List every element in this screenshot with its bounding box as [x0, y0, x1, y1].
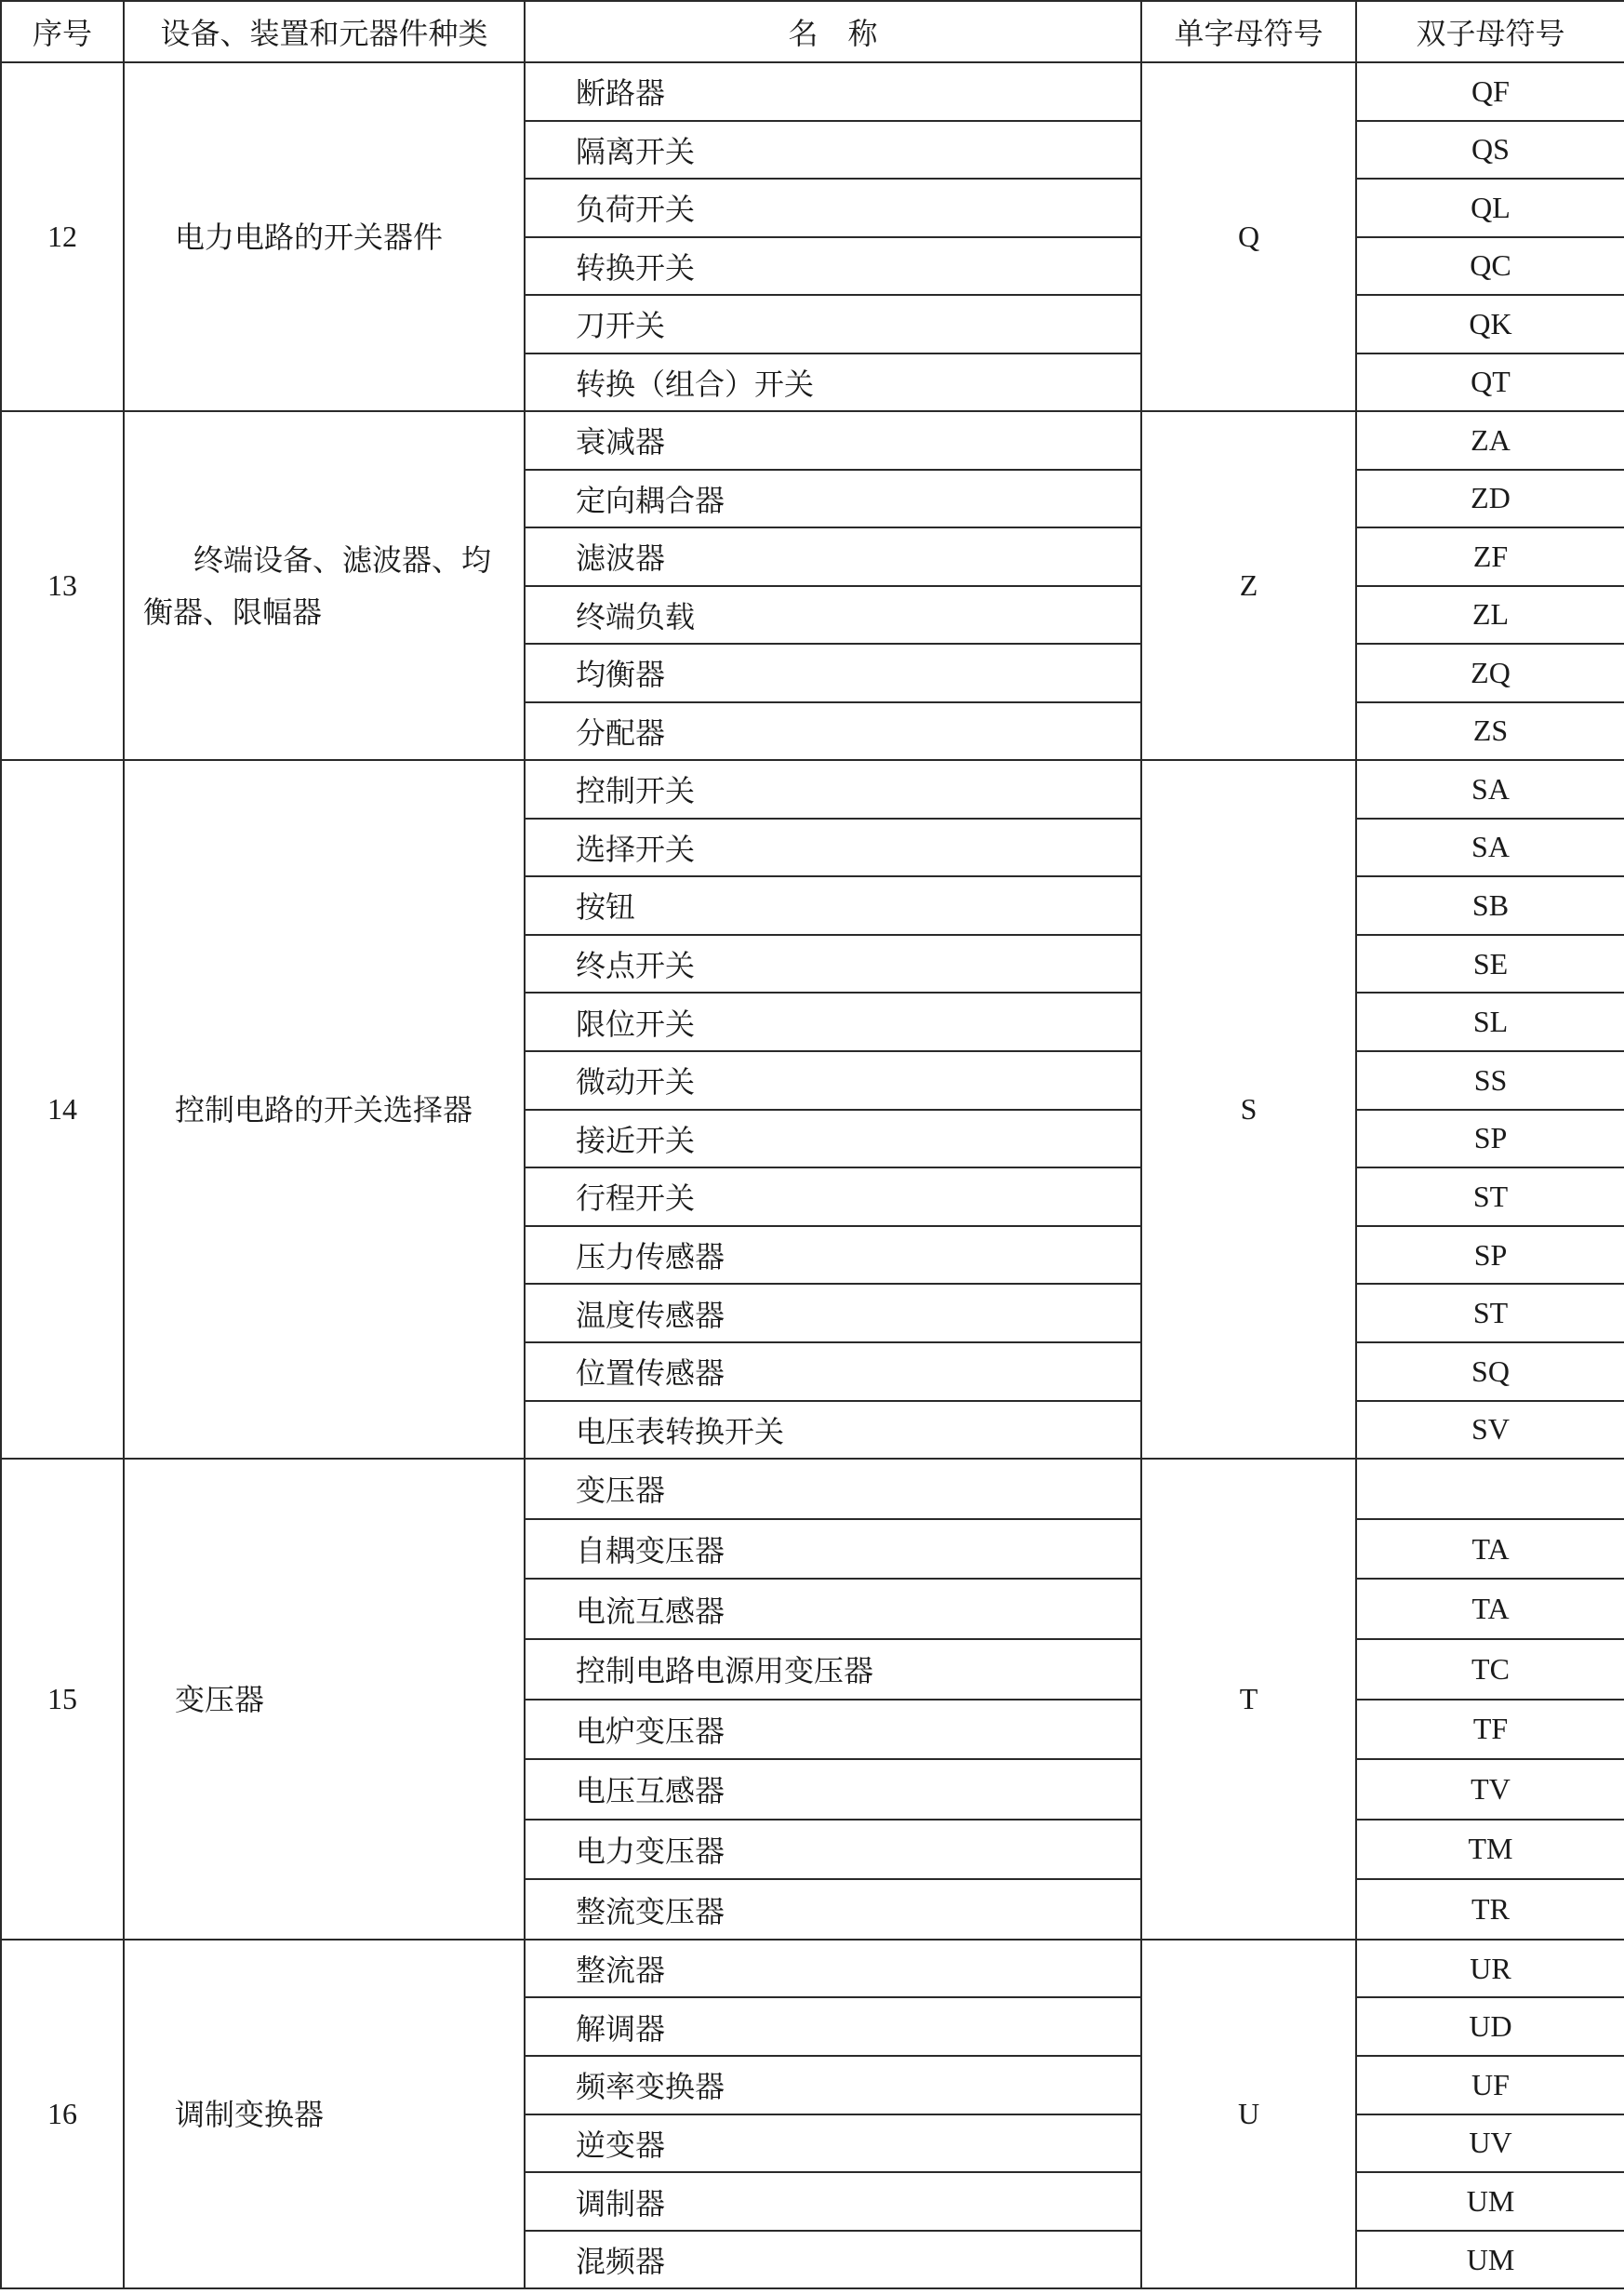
device-name-cell: 均衡器: [525, 644, 1141, 702]
table-row: [1, 1459, 1624, 1519]
device-name-cell: 自耦变压器: [525, 1519, 1141, 1580]
header-seq: 序号: [1, 1, 124, 62]
double-letter-symbol-cell: QC: [1356, 237, 1624, 296]
table-row: [1, 62, 1624, 121]
double-letter-symbol-cell: ZA: [1356, 411, 1624, 470]
header-single-letter-symbol: 单字母符号: [1141, 1, 1356, 62]
device-name-cell: 控制开关: [525, 760, 1141, 819]
group-seq-cell: 12: [1, 62, 124, 411]
double-letter-symbol-cell: ZQ: [1356, 644, 1624, 702]
group-category-cell: 控制电路的开关选择器: [124, 760, 525, 1459]
table-row: [1, 760, 1624, 819]
double-letter-symbol-cell: QK: [1356, 295, 1624, 353]
double-letter-symbol-cell: SQ: [1356, 1342, 1624, 1401]
device-name-cell: 断路器: [525, 62, 1141, 121]
double-letter-symbol-cell: ZS: [1356, 702, 1624, 761]
device-name-cell: 终点开关: [525, 935, 1141, 994]
double-letter-symbol-cell: ST: [1356, 1167, 1624, 1226]
device-name-cell: 位置传感器: [525, 1342, 1141, 1401]
device-name-cell: 微动开关: [525, 1051, 1141, 1110]
device-name-cell: 行程开关: [525, 1167, 1141, 1226]
device-name-cell: 负荷开关: [525, 179, 1141, 237]
double-letter-symbol-cell: TF: [1356, 1700, 1624, 1760]
double-letter-symbol-cell: UM: [1356, 2231, 1624, 2289]
group-seq-cell: 15: [1, 1459, 124, 1940]
device-name-cell: 分配器: [525, 702, 1141, 761]
double-letter-symbol-cell: ZF: [1356, 527, 1624, 586]
group-category-cell: 电力电路的开关器件: [124, 62, 525, 411]
double-letter-symbol-cell: SV: [1356, 1401, 1624, 1460]
device-name-cell: 整流器: [525, 1940, 1141, 1998]
device-name-cell: 滤波器: [525, 527, 1141, 586]
device-name-cell: 控制电路电源用变压器: [525, 1639, 1141, 1700]
device-name-cell: 逆变器: [525, 2114, 1141, 2173]
single-letter-symbol-cell: T: [1141, 1459, 1356, 1940]
device-name-cell: 解调器: [525, 1997, 1141, 2056]
device-name-cell: 变压器: [525, 1459, 1141, 1519]
device-name-cell: 电流互感器: [525, 1579, 1141, 1639]
double-letter-symbol-cell: UD: [1356, 1997, 1624, 2056]
double-letter-symbol-cell: SE: [1356, 935, 1624, 994]
single-letter-symbol-cell: U: [1141, 1940, 1356, 2289]
device-name-cell: 压力传感器: [525, 1226, 1141, 1285]
double-letter-symbol-cell: UV: [1356, 2114, 1624, 2173]
table-row: [1, 1940, 1624, 1998]
double-letter-symbol-cell: UF: [1356, 2056, 1624, 2114]
double-letter-symbol-cell: [1356, 1459, 1624, 1519]
device-name-cell: 终端负载: [525, 586, 1141, 645]
table-body: [1, 62, 1624, 2288]
device-name-cell: 按钮: [525, 876, 1141, 935]
device-name-cell: 整流变压器: [525, 1879, 1141, 1940]
double-letter-symbol-cell: SP: [1356, 1226, 1624, 1285]
double-letter-symbol-cell: SL: [1356, 993, 1624, 1051]
device-name-cell: 刀开关: [525, 295, 1141, 353]
header-double-letter-symbol: 双子母符号: [1356, 1, 1624, 62]
device-name-cell: 电压互感器: [525, 1759, 1141, 1820]
double-letter-symbol-cell: QL: [1356, 179, 1624, 237]
device-name-cell: 混频器: [525, 2231, 1141, 2289]
double-letter-symbol-cell: SB: [1356, 876, 1624, 935]
device-name-cell: 定向耦合器: [525, 470, 1141, 528]
double-letter-symbol-cell: SP: [1356, 1110, 1624, 1168]
double-letter-symbol-cell: SA: [1356, 760, 1624, 819]
device-name-cell: 电炉变压器: [525, 1700, 1141, 1760]
double-letter-symbol-cell: QT: [1356, 353, 1624, 412]
group-category-cell: 终端设备、滤波器、均衡器、限幅器: [124, 411, 525, 760]
header-name: 名 称: [525, 1, 1141, 62]
device-name-cell: 频率变换器: [525, 2056, 1141, 2114]
double-letter-symbol-cell: TV: [1356, 1759, 1624, 1820]
group-seq-cell: 16: [1, 1940, 124, 2289]
device-name-cell: 温度传感器: [525, 1284, 1141, 1342]
table-row: [1, 411, 1624, 470]
device-name-cell: 接近开关: [525, 1110, 1141, 1168]
device-name-cell: 电力变压器: [525, 1820, 1141, 1880]
device-name-cell: 选择开关: [525, 819, 1141, 877]
double-letter-symbol-cell: ZL: [1356, 586, 1624, 645]
double-letter-symbol-cell: TC: [1356, 1639, 1624, 1700]
double-letter-symbol-cell: TR: [1356, 1879, 1624, 1940]
group-seq-cell: 13: [1, 411, 124, 760]
double-letter-symbol-cell: QF: [1356, 62, 1624, 121]
double-letter-symbol-cell: TM: [1356, 1820, 1624, 1880]
double-letter-symbol-cell: UM: [1356, 2172, 1624, 2231]
device-name-cell: 调制器: [525, 2172, 1141, 2231]
single-letter-symbol-cell: Q: [1141, 62, 1356, 411]
device-name-cell: 转换（组合）开关: [525, 353, 1141, 412]
single-letter-symbol-cell: S: [1141, 760, 1356, 1459]
double-letter-symbol-cell: TA: [1356, 1579, 1624, 1639]
single-letter-symbol-cell: Z: [1141, 411, 1356, 760]
device-name-cell: 隔离开关: [525, 121, 1141, 180]
device-name-cell: 衰减器: [525, 411, 1141, 470]
double-letter-symbol-cell: ZD: [1356, 470, 1624, 528]
device-name-cell: 电压表转换开关: [525, 1401, 1141, 1460]
group-category-cell: 调制变换器: [124, 1940, 525, 2289]
double-letter-symbol-cell: QS: [1356, 121, 1624, 180]
device-name-cell: 限位开关: [525, 993, 1141, 1051]
header-category: 设备、装置和元器件种类: [124, 1, 525, 62]
double-letter-symbol-cell: UR: [1356, 1940, 1624, 1998]
device-name-cell: 转换开关: [525, 237, 1141, 296]
double-letter-symbol-cell: SS: [1356, 1051, 1624, 1110]
double-letter-symbol-cell: SA: [1356, 819, 1624, 877]
header-row: [1, 1, 1624, 62]
double-letter-symbol-cell: TA: [1356, 1519, 1624, 1580]
group-category-cell: 变压器: [124, 1459, 525, 1940]
group-seq-cell: 14: [1, 760, 124, 1459]
double-letter-symbol-cell: ST: [1356, 1284, 1624, 1342]
